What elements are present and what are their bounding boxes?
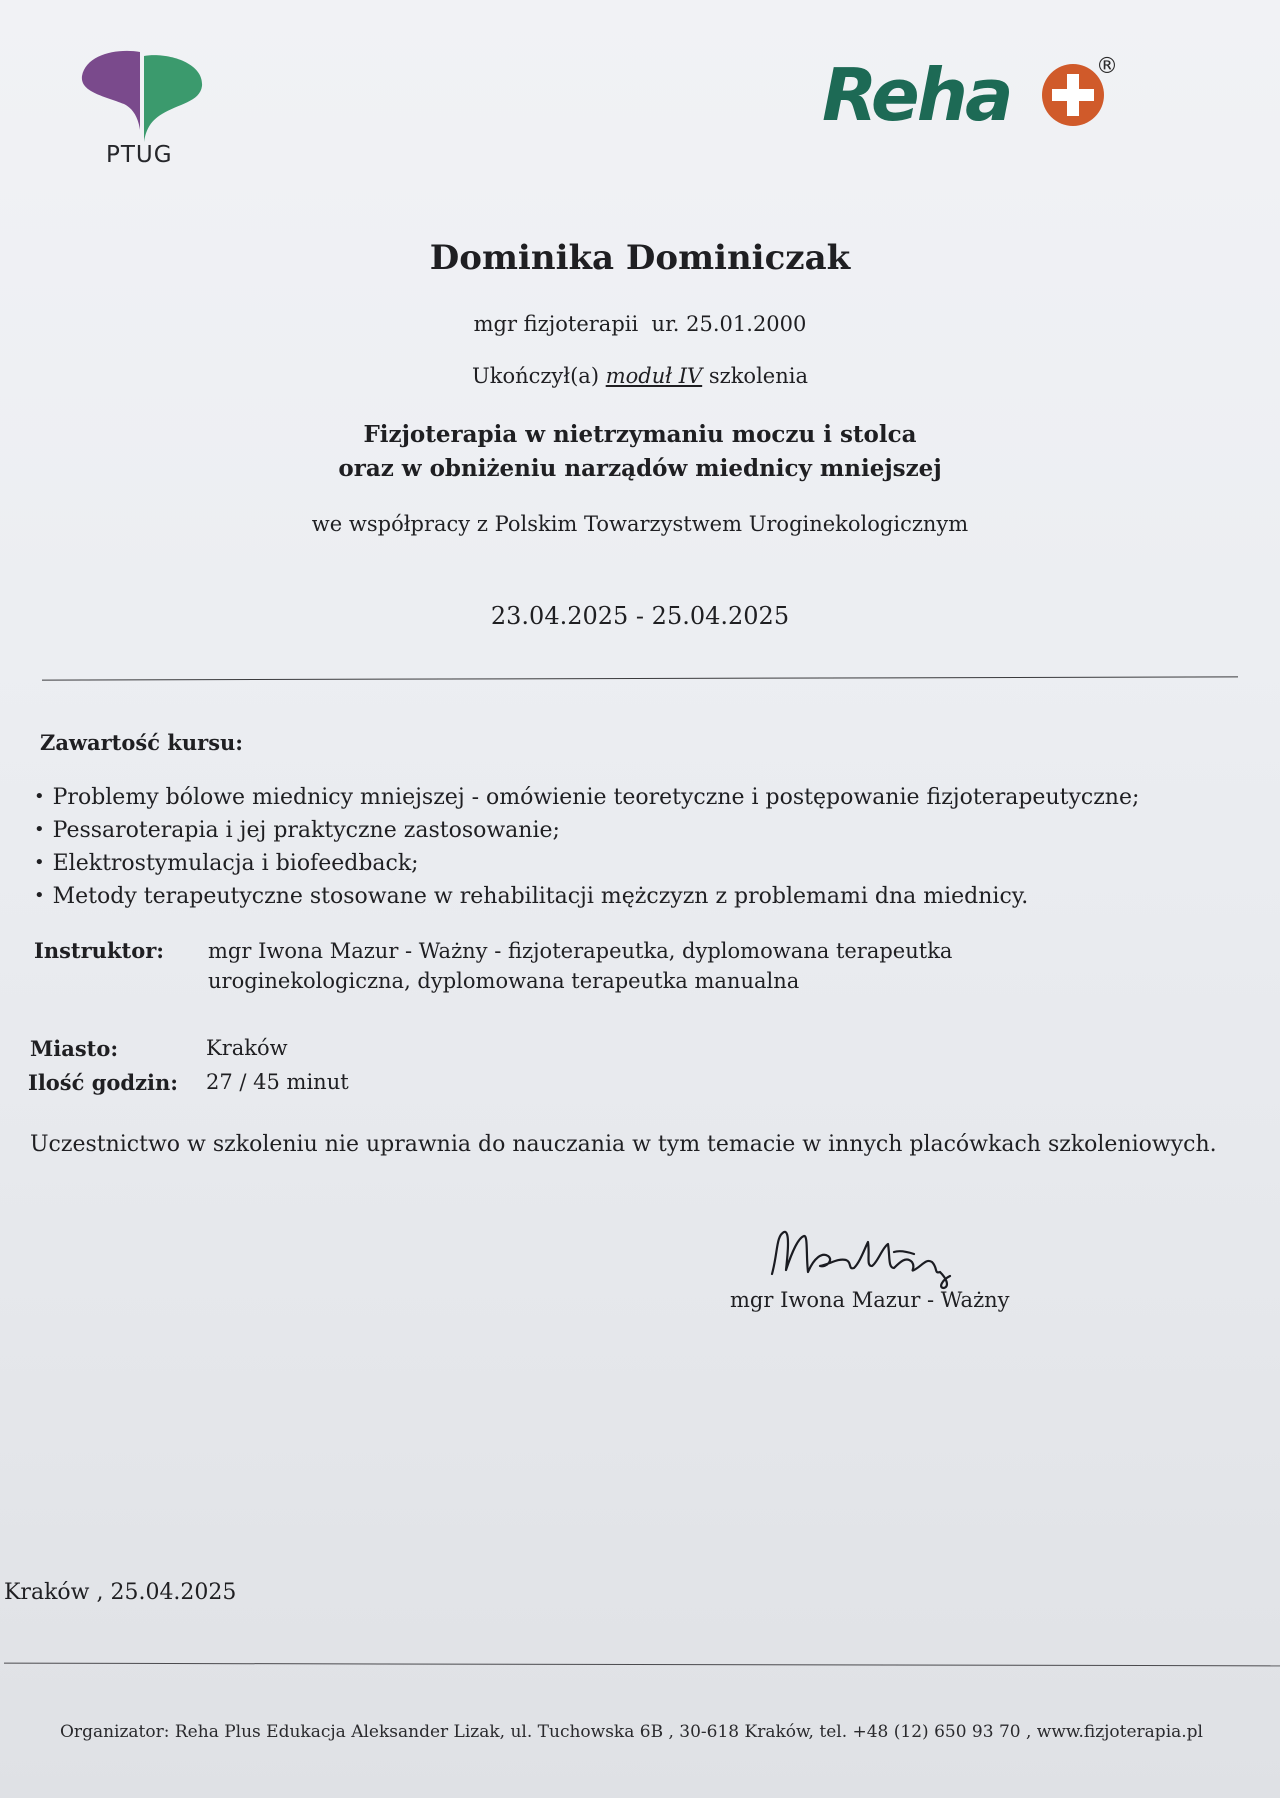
instructor-line-1: mgr Iwona Mazur - Ważny - fizjoterapeutka, dyplomowana terapeutka	[208, 939, 953, 963]
course-content-list	[34, 782, 1139, 914]
ptug-logo-text: PTUG	[106, 142, 173, 168]
hours-value: 27 / 45 minut	[206, 1070, 349, 1094]
reha-plus-logo	[822, 50, 1142, 140]
course-title-line-2: oraz w obniżeniu narządów miednicy mniejszej	[338, 455, 942, 482]
completion-line	[0, 364, 1280, 388]
place-and-date: Kraków , 25.04.2025	[4, 1580, 237, 1605]
city-value: Kraków	[206, 1036, 288, 1060]
instructor-label: Instruktor:	[34, 938, 165, 963]
course-dates: 23.04.2025 - 25.04.2025	[490, 602, 790, 630]
completed-suffix: szkolenia	[708, 364, 808, 388]
participation-note: Uczestnictwo w szkoleniu nie uprawnia do nauczania w tym temacie w innych placówkach szkoleniowych.	[30, 1132, 1217, 1157]
course-title-line-1: Fizjoterapia w nietrzymaniu moczu i stolca	[363, 421, 917, 448]
list-item: • Problemy bólowe miednicy mniejszej - omówienie teoretyczne i postępowanie fizjoterapeutyczne;	[34, 782, 1139, 815]
list-item: • Pessaroterapia i jej praktyczne zastosowanie;	[34, 815, 1139, 848]
handwritten-signature-icon	[764, 1222, 984, 1292]
list-item: • Elektrostymulacja i biofeedback;	[34, 848, 1139, 881]
instructor-line-2: uroginekologiczna, dyplomowana terapeutka manualna	[208, 969, 800, 993]
course-title	[0, 418, 1280, 486]
registered-mark: ®	[1096, 54, 1118, 79]
module-name: moduł IV	[605, 364, 703, 388]
signer-name: mgr Iwona Mazur - Ważny	[730, 1288, 1010, 1312]
course-content-heading: Zawartość kursu:	[40, 730, 244, 755]
organizer-footer: Organizator: Reha Plus Edukacja Aleksander Lizak, ul. Tuchowska 6B , 30-618 Kraków, tel. +48 (12) 650 93 70 , www.fizjoterapia.pl	[60, 1722, 1203, 1742]
divider	[42, 676, 1238, 680]
reha-logo-text: Reha	[822, 53, 1011, 137]
ptug-logo	[78, 46, 208, 176]
list-item: • Metody terapeutyczne stosowane w rehabilitacji mężczyzn z problemami dna miednicy.	[34, 881, 1139, 914]
city-label: Miasto:	[30, 1036, 119, 1061]
hours-label: Ilość godzin:	[28, 1070, 179, 1095]
recipient-name: Dominika Dominiczak	[429, 238, 851, 278]
footer-divider	[4, 1663, 1280, 1667]
cooperation-note: we współpracy z Polskim Towarzystwem Uroginekologicznym	[311, 512, 969, 536]
instructor-description	[208, 936, 1108, 996]
recipient-title-birthdate: mgr fizjoterapii ur. 25.01.2000	[473, 312, 807, 336]
ptug-emblem-icon	[78, 46, 208, 146]
completed-prefix: Ukończył(a)	[472, 364, 600, 388]
